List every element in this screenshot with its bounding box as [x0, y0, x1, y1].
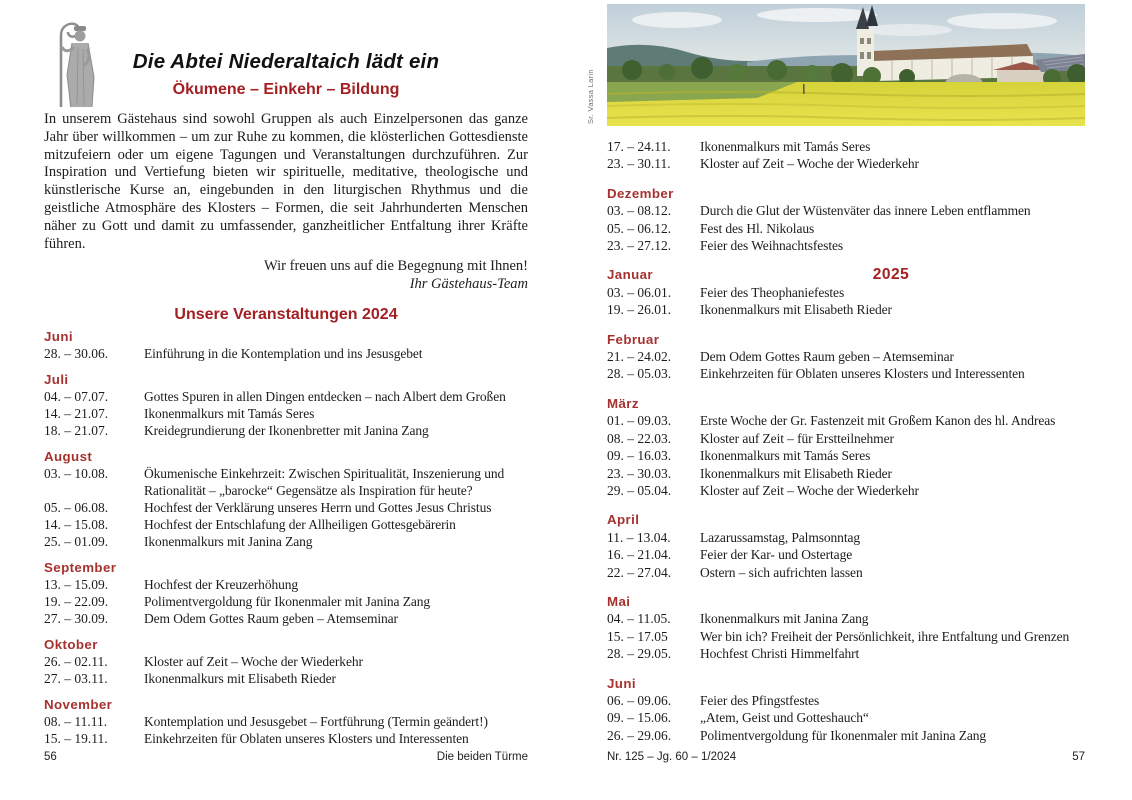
event-date: 17. – 24.11. — [607, 139, 671, 154]
event-date: 14. – 21.07. — [44, 406, 109, 422]
event-title: Dem Odem Gottes Raum geben – Atemseminar — [700, 349, 954, 365]
event-row — [607, 155, 1085, 172]
events-title: Unsere Veranstaltungen 2024 — [174, 306, 398, 324]
event-date: 03. – 10.08. — [44, 466, 109, 482]
month-heading-row — [607, 593, 1085, 610]
event-date: 25. – 01.09. — [44, 534, 109, 550]
event-title: Feier des Theophaniefestes — [700, 284, 845, 300]
event-row — [607, 430, 1085, 447]
event-date: 26. – 29.06. — [607, 727, 672, 743]
event-date: 15. – 17.05 — [607, 628, 668, 644]
event-row — [607, 237, 1085, 254]
event-date: 08. – 22.03. — [607, 430, 672, 446]
event-row — [607, 727, 1085, 744]
month-heading: März — [607, 395, 639, 411]
event-date: 28. – 05.03. — [607, 366, 672, 382]
event-row — [607, 138, 1085, 155]
month-heading: April — [607, 512, 640, 528]
event-row — [44, 653, 528, 670]
month-heading-row — [44, 559, 528, 576]
event-date: 11. – 13.04. — [607, 529, 671, 545]
month-heading: Juni — [44, 329, 73, 345]
event-row — [44, 670, 528, 687]
month-heading: September — [44, 560, 117, 576]
event-title: Fest des Hl. Nikolaus — [700, 220, 815, 236]
event-date: 19. – 22.09. — [44, 594, 109, 610]
event-row — [44, 388, 528, 405]
event-row — [607, 546, 1085, 563]
event-title: Ikonenmalkurs mit Elisabeth Rieder — [144, 671, 336, 687]
month-heading: Mai — [607, 593, 631, 609]
events-list-right — [607, 138, 1085, 744]
event-date: 03. – 08.12. — [607, 203, 672, 219]
event-title: Durch die Glut der Wüstenväter das innere Leben entflammen — [700, 203, 1031, 219]
month-heading: November — [44, 697, 113, 713]
event-row — [607, 220, 1085, 237]
event-row — [44, 593, 528, 610]
page-number-right: 57 — [1072, 751, 1085, 763]
event-title: Hochfest der Entschlafung der Allheiligen Gottesgebärerin — [144, 517, 456, 533]
event-date: 09. – 15.06. — [607, 710, 672, 726]
abbey-landscape-photo — [586, 4, 1085, 126]
event-date: 23. – 30.03. — [607, 465, 672, 481]
event-title: Lazarussamstag, Palmsonntag — [700, 529, 861, 545]
magazine-title-footer: Die beiden Türme — [436, 751, 528, 763]
event-title: Hochfest der Kreuzerhöhung — [144, 577, 299, 593]
event-title: Ikonenmalkurs mit Tamás Seres — [700, 139, 871, 154]
event-row — [44, 576, 528, 593]
month-heading: Dezember — [607, 185, 674, 201]
page-subtitle: Ökumene – Einkehr – Bildung — [172, 81, 400, 98]
event-title: Kloster auf Zeit – für Erstteilnehmer — [700, 430, 894, 446]
event-date: 19. – 26.01. — [607, 302, 672, 318]
event-row — [44, 405, 528, 422]
event-title: Ikonenmalkurs mit Elisabeth Rieder — [700, 302, 892, 318]
month-heading-row — [607, 675, 1085, 692]
event-date: 14. – 15.08. — [44, 517, 109, 533]
event-row — [44, 499, 528, 516]
page-title: Die Abtei Niederaltaich lädt ein — [132, 50, 440, 73]
month-heading-row — [607, 331, 1085, 348]
event-title: Kreidegrundierung der Ikonenbretter mit Janina Zang — [144, 423, 429, 439]
event-title: Feier des Weihnachtsfestes — [700, 238, 844, 254]
event-row — [44, 610, 528, 627]
event-row — [607, 564, 1085, 581]
event-date: 28. – 29.05. — [607, 646, 672, 662]
events-list-left — [44, 328, 528, 747]
event-title: Ostern – sich aufrichten lassen — [700, 564, 863, 580]
event-date: 22. – 27.04. — [607, 564, 672, 580]
event-date: 21. – 24.02. — [607, 349, 672, 365]
event-title: Kloster auf Zeit – Woche der Wiederkehr — [700, 156, 919, 172]
event-date: 09. – 16.03. — [607, 448, 672, 464]
event-row — [607, 365, 1085, 382]
month-heading-row — [607, 185, 1085, 202]
event-title: Ikonenmalkurs mit Elisabeth Rieder — [700, 465, 892, 481]
month-heading: Februar — [607, 331, 660, 347]
event-title: „Atem, Geist und Gotteshauch“ — [700, 710, 869, 726]
event-row — [607, 284, 1085, 301]
month-heading-row — [44, 636, 528, 653]
month-heading-row — [44, 448, 528, 465]
event-title: Wer bin ich? Freiheit der Persönlichkeit, ihre Entfaltung und Grenzen — [700, 628, 1070, 644]
event-date: 04. – 11.05. — [607, 611, 671, 627]
month-heading: Juli — [44, 372, 69, 388]
intro-paragraph: In unserem Gästehaus sind sowohl Gruppen als auch Einzelpersonen das ganze Jahr über willkommen – um zur Ruhe zu kommen, die klösterlichen Gottesdienste mitzufeiern oder um eigene Tagungen und Veranstaltungen durchzuführen. Zur Inspiration und Vertiefung bieten wir spirituelle, meditative, theologische und künstlerische Kurse an, eingebunden in den liturgischen Rhythmus und die geistliche Atmosphäre des Klosters – Formen, die seit Jahrhunderten Menschen näher zu Gott und damit zu umfassender, ganzheitlicher Entfaltung ihrer Kräfte führen. — [44, 111, 528, 252]
event-row — [44, 516, 528, 533]
month-heading: Oktober — [44, 637, 98, 653]
event-title: Hochfest der Verklärung unseres Herrn und Gottes Jesus Christus — [144, 500, 492, 516]
event-title: Kontemplation und Jesusgebet – Fortführung (Termin geändert!) — [144, 714, 488, 730]
event-title: Ikonenmalkurs mit Tamás Seres — [144, 406, 315, 422]
event-row — [607, 482, 1085, 499]
event-date: 27. – 30.09. — [44, 611, 109, 627]
event-date: 28. – 30.06. — [44, 346, 109, 362]
event-row — [607, 348, 1085, 365]
event-title: Einkehrzeiten für Oblaten unseres Klosters und Interessenten — [700, 366, 1025, 382]
event-row — [607, 610, 1085, 627]
event-row — [44, 345, 528, 362]
event-date: 27. – 03.11. — [44, 671, 108, 687]
abbot-statue-image — [48, 15, 106, 110]
event-row — [607, 628, 1085, 645]
event-title: Feier der Kar- und Ostertage — [700, 547, 853, 563]
event-date: 08. – 11.11. — [44, 714, 108, 730]
event-date: 13. – 15.09. — [44, 577, 109, 593]
event-row — [607, 412, 1085, 429]
closing-signature: Ihr Gästehaus-Team — [409, 276, 528, 293]
event-row — [44, 422, 528, 439]
event-title: Feier des Pfingstfestes — [700, 692, 820, 708]
event-date: 29. – 05.04. — [607, 482, 672, 498]
page-left — [44, 0, 528, 747]
event-date: 05. – 06.08. — [44, 500, 109, 516]
event-row — [44, 533, 528, 550]
month-heading-row — [44, 328, 528, 345]
event-title: Einkehrzeiten für Oblaten unseres Klosters und Interessenten — [144, 731, 469, 747]
event-row — [607, 447, 1085, 464]
event-row — [44, 465, 528, 499]
event-date: 03. – 06.01. — [607, 284, 672, 300]
event-date: 05. – 06.12. — [607, 220, 672, 236]
issue-info-footer: Nr. 125 – Jg. 60 – 1/2024 — [607, 751, 737, 763]
page-right — [586, 0, 1085, 744]
event-title: Hochfest Christi Himmelfahrt — [700, 646, 860, 662]
event-title: Gottes Spuren in allen Dingen entdecken – nach Albert dem Großen — [144, 389, 506, 405]
page-number-left: 56 — [44, 751, 57, 763]
event-date: 18. – 21.07. — [44, 423, 109, 439]
month-heading-row — [607, 395, 1085, 412]
event-row — [607, 709, 1085, 726]
year-heading: 2025 — [872, 266, 910, 284]
event-date: 26. – 02.11. — [44, 654, 108, 670]
photo-credit: Sr. Vassa Larin — [586, 69, 595, 124]
event-row — [607, 692, 1085, 709]
event-row — [607, 465, 1085, 482]
month-heading: Juni — [607, 675, 636, 691]
event-title: Ikonenmalkurs mit Janina Zang — [144, 534, 313, 550]
event-row — [607, 301, 1085, 318]
event-title: Kloster auf Zeit – Woche der Wiederkehr — [144, 654, 363, 670]
event-date: 23. – 30.11. — [607, 156, 671, 172]
month-heading: August — [44, 449, 93, 465]
event-date: 23. – 27.12. — [607, 238, 672, 254]
event-row — [607, 645, 1085, 662]
event-date: 01. – 09.03. — [607, 413, 672, 429]
event-title: Polimentvergoldung für Ikonenmaler mit Janina Zang — [700, 727, 987, 743]
month-heading-row — [607, 266, 1085, 283]
event-row — [607, 202, 1085, 219]
month-heading-row — [44, 696, 528, 713]
month-heading-row — [44, 371, 528, 388]
event-title: Ikonenmalkurs mit Janina Zang — [700, 611, 869, 627]
event-row — [44, 713, 528, 730]
event-date: 16. – 21.04. — [607, 547, 672, 563]
event-row — [44, 730, 528, 747]
event-title: Einführung in die Kontemplation und ins Jesusgebet — [144, 346, 423, 362]
event-title: Dem Odem Gottes Raum geben – Atemseminar — [144, 611, 398, 627]
event-date: 06. – 09.06. — [607, 692, 672, 708]
event-title: Ökumenische Einkehrzeit: Zwischen Spiritualität, Inszenierung und Rationalität – „barocke“ Gegensätze als Inspiration für heute? — [144, 466, 505, 499]
event-title: Erste Woche der Gr. Fastenzeit mit Großem Kanon des hl. Andreas — [700, 413, 1056, 429]
event-date: 15. – 19.11. — [44, 731, 108, 747]
event-row — [607, 529, 1085, 546]
month-heading-row — [607, 511, 1085, 528]
event-title: Ikonenmalkurs mit Tamás Seres — [700, 448, 871, 464]
event-date: 04. – 07.07. — [44, 389, 109, 405]
event-title: Polimentvergoldung für Ikonenmaler mit Janina Zang — [144, 594, 431, 610]
event-title: Kloster auf Zeit – Woche der Wiederkehr — [700, 482, 919, 498]
month-heading: Januar — [607, 267, 654, 283]
closing-line: Wir freuen uns auf die Begegnung mit Ihnen! — [264, 258, 528, 275]
